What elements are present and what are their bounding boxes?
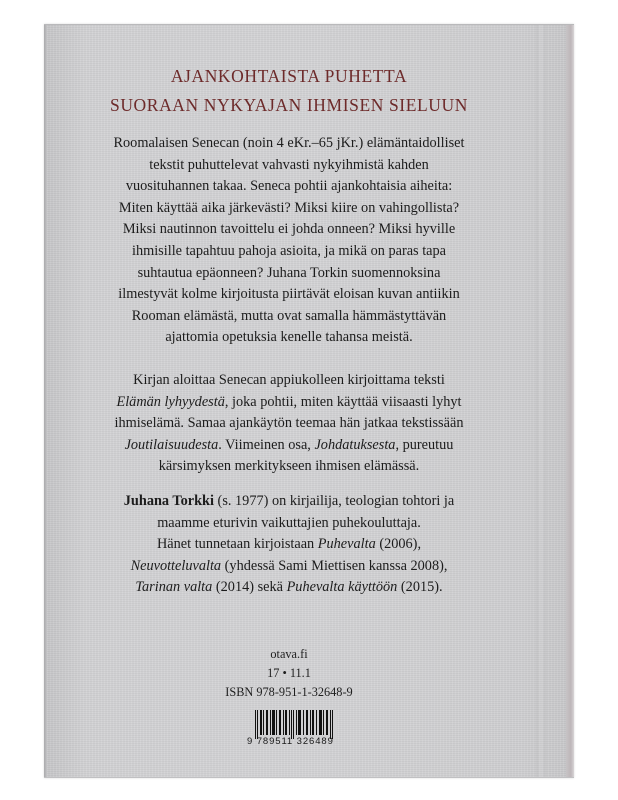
description-line: ihmisille tapahtuu pahoja asioita, ja mikä on paras tapa xyxy=(131,242,447,259)
isbn: ISBN 978-951-1-32648-9 xyxy=(225,685,353,699)
bio-text: (2015). xyxy=(397,579,443,596)
bio-text: (2006), xyxy=(375,536,422,553)
description-line: Miten käyttää aika järkevästi? Miksi kiire on vahingollista? xyxy=(118,199,460,216)
author-name: Juhana Torkki xyxy=(123,493,214,509)
book-back-cover xyxy=(44,24,574,778)
description-line: Rooman elämästä, mutta ovat samalla hämmästyttävän xyxy=(131,307,447,324)
bio-text: (yhdessä Sami Miettisen kanssa 2008), xyxy=(221,557,448,574)
headline-line-1: AJANKOHTAISTA PUHETTA xyxy=(170,66,408,86)
publisher-imprint xyxy=(44,645,534,702)
contents-text: , joka pohtii, miten käyttää viisaasti lyhyt xyxy=(224,393,462,410)
book-title: Neuvotteluvalta xyxy=(130,557,222,574)
bio-line xyxy=(44,491,534,513)
description-line: ilmestyvät kolme kirjoitusta piirtävät eloisan kuvan antiikin xyxy=(118,286,460,303)
spine-edge xyxy=(566,25,574,777)
contents-text: , pureutuu xyxy=(395,436,454,453)
description-line: vuosituhannen takaa. Seneca pohtii ajankohtaisia aiheita: xyxy=(125,178,453,195)
description-line: tekstit puhuttelevat vahvasti nykyihmistä kahden xyxy=(149,156,429,173)
classification-code: 17 • 11.1 xyxy=(267,666,311,680)
bio-line xyxy=(44,556,534,578)
bio-line: maamme eturivin vaikuttajien puhekouluttaja. xyxy=(157,514,421,531)
description-line: ajattomia opetuksia kenelle tahansa meistä. xyxy=(165,329,413,346)
bio-line xyxy=(44,534,534,556)
barcode-bars-icon xyxy=(253,710,337,739)
description-line: Roomalaisen Senecan (noin 4 eKr.–65 jKr.) elämäntaidolliset xyxy=(113,135,465,151)
spine-hinge xyxy=(536,25,546,777)
contents-line: ihmiselämä. Samaa ajankäytön teemaa hän jatkaa tekstissään xyxy=(114,415,464,432)
contents-line: kärsimyksen merkitykseen ihmisen elämässä. xyxy=(158,458,420,475)
essay-title: Johdatuksesta xyxy=(314,436,396,453)
contents-line xyxy=(44,392,534,414)
isbn-barcode xyxy=(247,710,341,750)
contents-line: Kirjan aloittaa Senecan appiukolleen kirjoittama teksti xyxy=(133,372,445,388)
description-line: suhtautua epäonneen? Juhana Torkin suomennoksina xyxy=(137,264,441,281)
bio-text: (2014) sekä xyxy=(212,579,287,596)
essay-title: Elämän lyhyydestä xyxy=(116,393,225,410)
barcode-digits: 9 789511 326489 xyxy=(247,736,334,747)
bio-text: Hänet tunnetaan kirjoistaan xyxy=(156,536,318,553)
contents-paragraph xyxy=(44,370,534,478)
book-title: Puhevalta käyttöön xyxy=(286,579,398,596)
book-title: Puhevalta xyxy=(317,536,376,553)
headline-line-2: SUORAAN NYKYAJAN IHMISEN SIELUUN xyxy=(109,95,469,115)
book-title: Tarinan valta xyxy=(135,579,213,596)
essay-title: Joutilaisuudesta xyxy=(124,436,219,453)
bio-line xyxy=(44,577,534,599)
description-line: Miksi nautinnon tavoittelu ei johda onneen? Miksi hyville xyxy=(122,221,456,238)
publisher-website: otava.fi xyxy=(270,647,308,661)
author-bio-paragraph xyxy=(44,491,534,599)
contents-line xyxy=(44,435,534,457)
description-paragraph xyxy=(44,133,534,349)
contents-text: . Viimeinen osa, xyxy=(218,436,315,453)
bio-text: (s. 1977) on kirjailija, teologian tohtori ja xyxy=(213,493,455,509)
